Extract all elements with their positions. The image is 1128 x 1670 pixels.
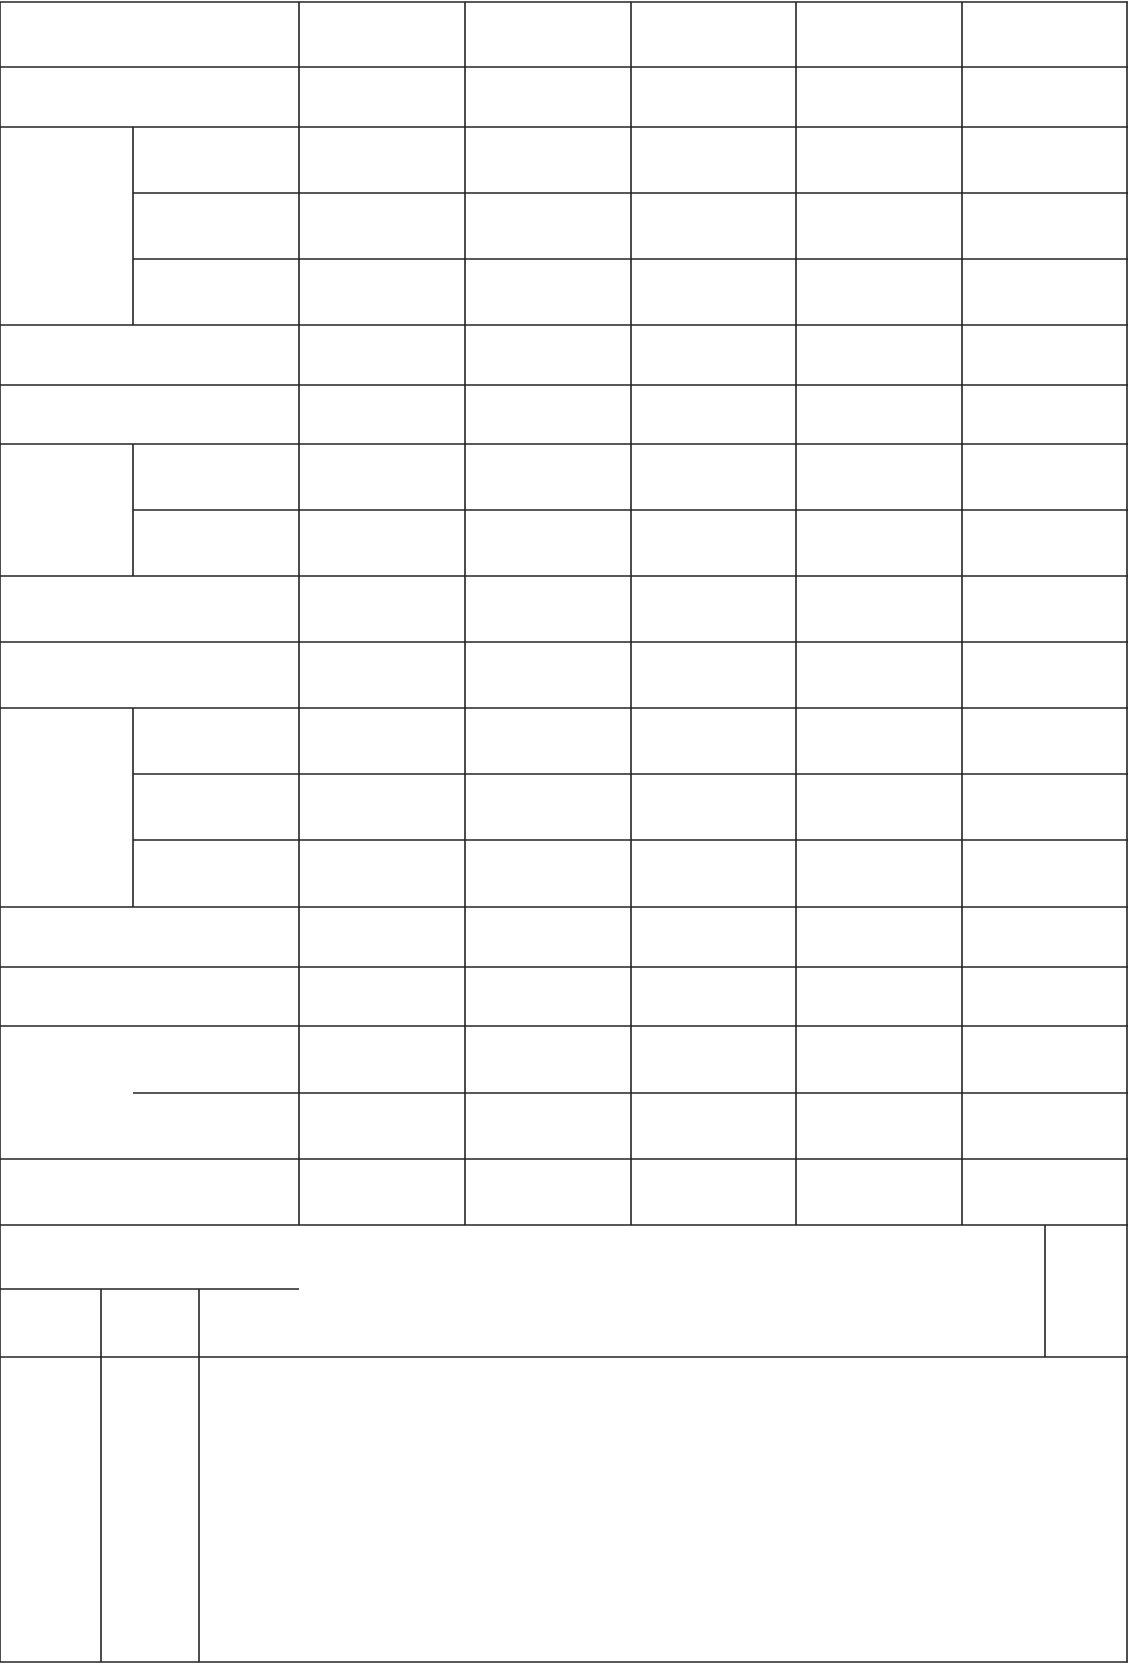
table-grid [0, 2, 1128, 1662]
